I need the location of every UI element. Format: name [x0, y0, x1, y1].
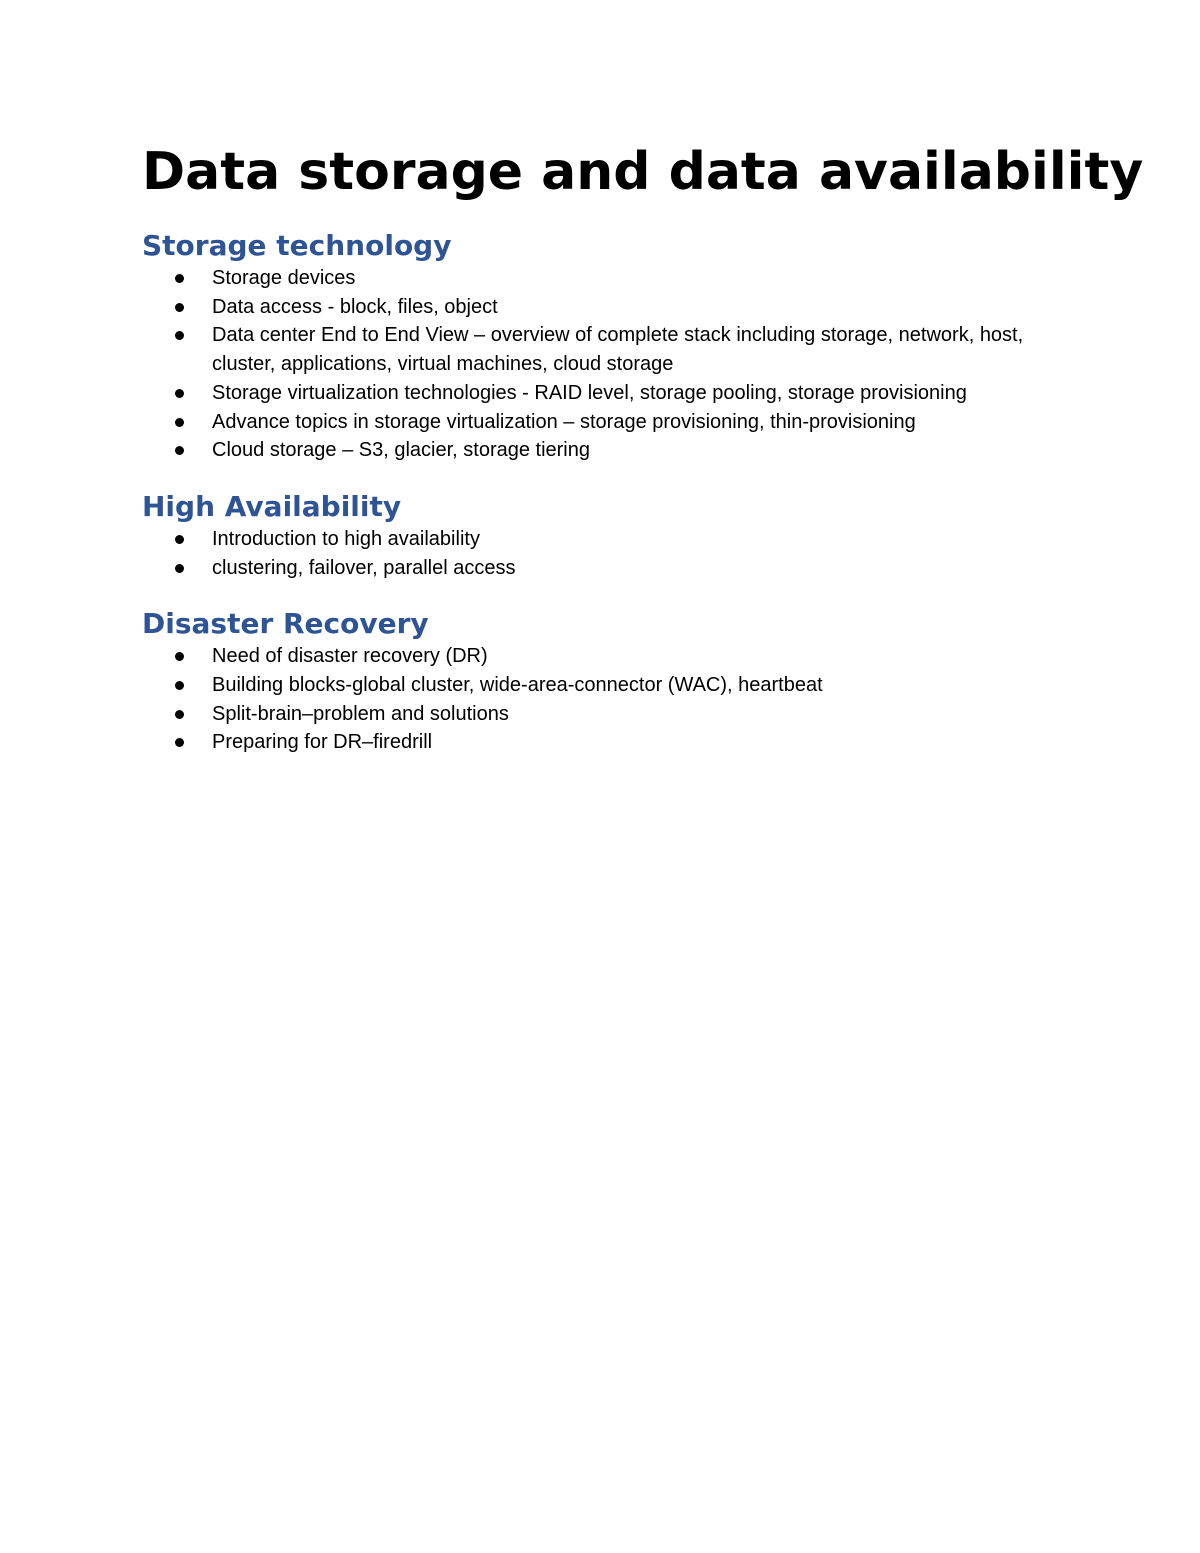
bullet-icon	[175, 418, 184, 427]
section-high-availability	[142, 489, 1062, 582]
list-item	[142, 264, 1062, 293]
list-item	[142, 642, 1062, 671]
bullet-icon	[175, 681, 184, 690]
section-storage-technology	[142, 228, 1062, 465]
section-heading: Storage technology	[142, 229, 452, 262]
bullet-icon	[175, 274, 184, 283]
list-item	[142, 436, 1062, 465]
list-item	[142, 293, 1062, 322]
list-item-text: Need of disaster recovery (DR)	[212, 645, 488, 668]
list-item-text: Storage devices	[212, 267, 356, 289]
bullet-list	[142, 264, 1062, 465]
list-item	[142, 728, 1062, 757]
list-item-text: Split-brain–problem and solutions	[212, 702, 509, 725]
list-item	[142, 408, 1062, 437]
list-item	[142, 379, 1062, 408]
list-item	[142, 700, 1062, 729]
bullet-icon	[175, 535, 184, 544]
section-heading: Disaster Recovery	[142, 607, 429, 641]
section-disaster-recovery	[142, 606, 1062, 757]
bullet-icon	[175, 446, 184, 455]
list-item-text: Storage virtualization technologies - RAID level, storage pooling, storage provisioning	[212, 381, 967, 404]
bullet-icon	[175, 738, 184, 747]
document-title: Data storage and data availability	[142, 142, 1144, 202]
list-item-text: Building blocks-global cluster, wide-area-connector (WAC), heartbeat	[212, 674, 823, 697]
list-item-text: Cloud storage – S3, glacier, storage tiering	[212, 439, 590, 462]
bullet-list	[142, 642, 1062, 757]
list-item-text: Data access - block, files, object	[212, 295, 498, 318]
list-item-text: Data center End to End View – overview of complete stack including storage, network, host, cluster, applications, virtual machines, cloud storage	[212, 324, 1024, 376]
bullet-list	[142, 525, 1062, 582]
list-item-text: Preparing for DR–firedrill	[212, 731, 433, 754]
bullet-icon	[175, 564, 184, 573]
bullet-icon	[175, 303, 184, 312]
bullet-icon	[175, 652, 184, 661]
list-item-text: clustering, failover, parallel access	[212, 556, 516, 579]
bullet-icon	[175, 389, 184, 398]
list-item-text: Introduction to high availability	[212, 527, 480, 550]
bullet-icon	[175, 710, 184, 719]
list-item	[142, 554, 1062, 583]
list-item	[142, 321, 1062, 378]
bullet-icon	[175, 331, 184, 340]
list-item	[142, 525, 1062, 554]
list-item	[142, 671, 1062, 700]
list-item-text: Advance topics in storage virtualization – storage provisioning, thin-provisioning	[212, 410, 916, 433]
document-content	[142, 136, 1144, 757]
section-heading: High Availability	[142, 489, 402, 523]
